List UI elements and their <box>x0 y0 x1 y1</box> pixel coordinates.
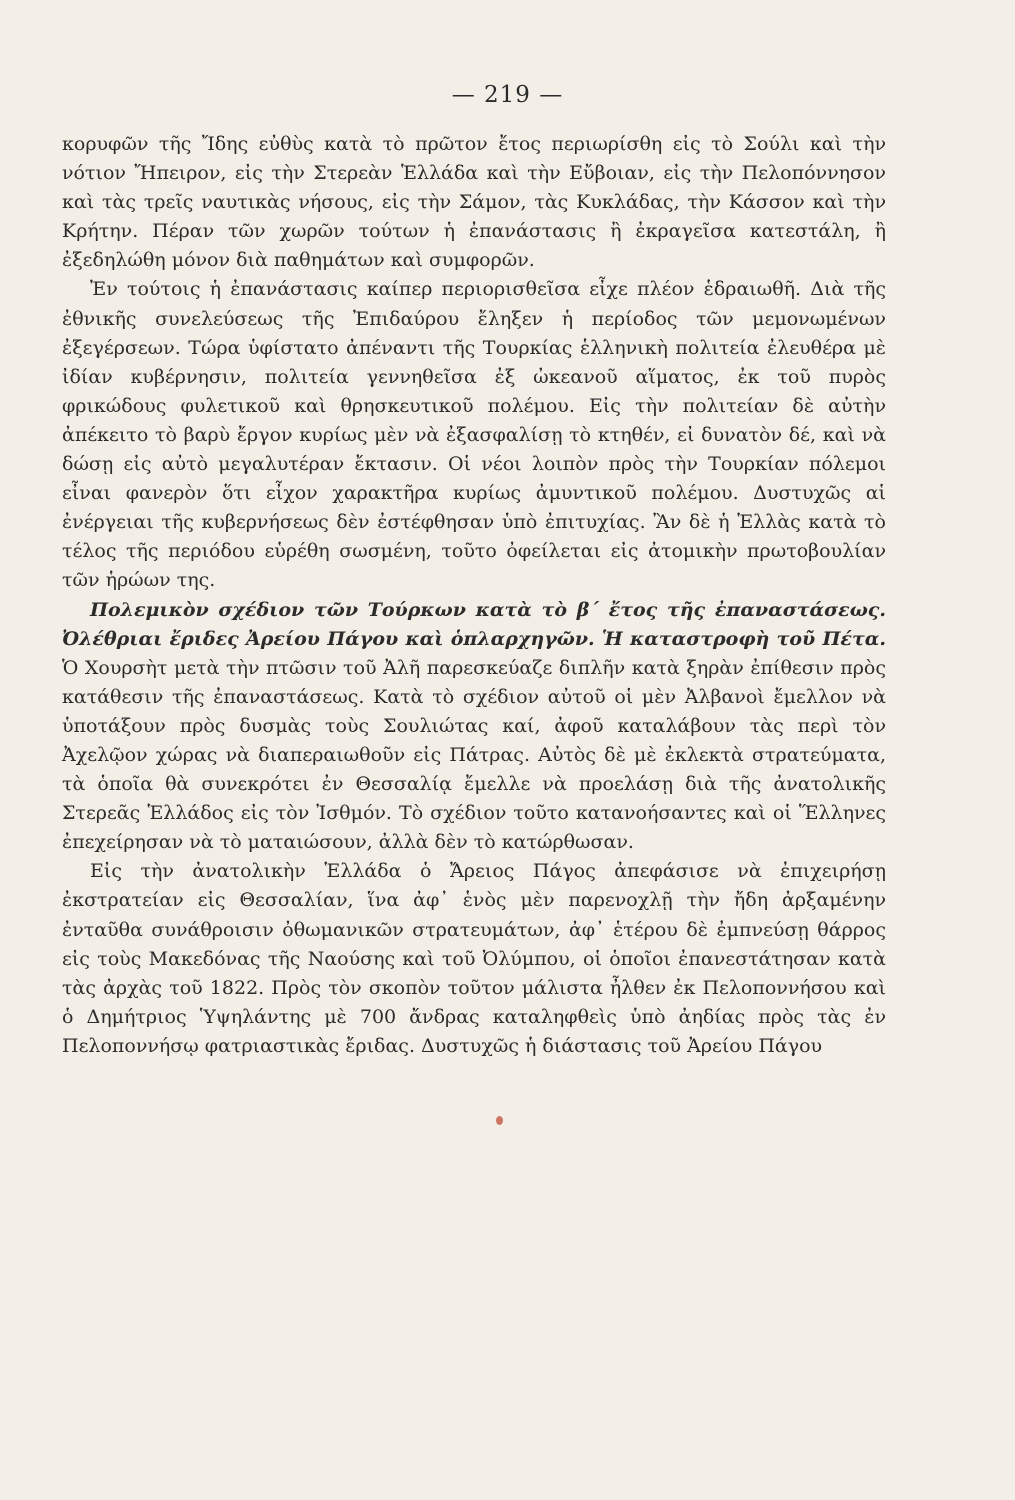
paragraph-closing: Εἰς τὴν ἀνατολικὴν Ἑλλάδα ὁ Ἄρειος Πάγος ἀπεφάσισε νὰ ἐπιχειρήσῃ ἐκστρατείαν εἰς Θεσσαλίαν, ἵνα ἀφ᾽ ἑνὸς μὲν παρενοχλῇ τὴν ἤδη ἀρξαμένην ἐνταῦθα συνάθροισιν ὀθωμανικῶν στρατευμάτων, ἀφ᾽ ἑτέρου δὲ ἐμπνεύσῃ θάρρος εἰς τοὺς Μακεδόνας τῆς Ναούσης καὶ τοῦ Ὀλύμπου, οἱ ὁποῖοι ἐπανεστάτησαν κατὰ τὰς ἀρχὰς τοῦ 1822. Πρὸς τὸν σκοπὸν τοῦτον μάλιστα ἦλθεν ἐκ Πελοποννήσου καὶ ὁ Δημήτριος Ὑψηλάντης μὲ 700 ἄνδρας καταληφθεὶς ὑπὸ ἀηδίας πρὸς τὰς ἐν Πελοποννήσῳ φατριαστικὰς ἔριδας. Δυστυχῶς ἡ διάστασις τοῦ Ἀρείου Πάγου <box>62 860 886 1057</box>
body-text <box>62 130 886 1061</box>
paragraph-2: Ἐν τούτοις ἡ ἐπανάστασις καίπερ περιορισθεῖσα εἶχε πλέον ἑδραιωθῆ. Διὰ τῆς ἐθνικῆς συνελεύσεως τῆς Ἐπιδαύρου ἔληξεν ἡ περίοδος τῶν μεμονωμένων ἐξεγέρσεων. Τώρα ὑφίστατο ἀπέναντι τῆς Τουρκίας ἑλληνικὴ πολιτεία ἐλευθέρα μὲ ἰδίαν κυβέρνησιν, πολιτεία γεννηθεῖσα ἐξ ὠκεανοῦ αἵματος, ἐκ τοῦ πυρὸς φρικώδους φυλετικοῦ καὶ θρησκευτικοῦ πολέμου. Εἰς τὴν πολιτείαν δὲ αὐτὴν ἀπέκειτο τὸ βαρὺ ἔργον κυρίως μὲν νὰ ἐξασφαλίσῃ τὸ κτηθέν, εἰ δυνατὸν δέ, καὶ νὰ δώσῃ εἰς αὐτὸ μεγαλυτέραν ἔκτασιν. Οἱ νέοι λοιπὸν πρὸς τὴν Τουρκίαν πόλεμοι εἶναι φανερὸν ὅτι εἶχον χαρακτῆρα κυρίως ἀμυντικοῦ πολέμου. Δυστυχῶς αἱ ἐνέργειαι τῆς κυβερνήσεως δὲν ἐστέφθησαν ὑπὸ ἐπιτυχίας. Ἂν δὲ ἡ Ἑλλὰς κατὰ τὸ τέλος τῆς περιόδου εὑρέθη σωσμένη, τοῦτο ὀφείλεται εἰς ἀτομικὴν πρωτοβουλίαν τῶν ἡρώων της. <box>62 278 886 592</box>
section-paragraph <box>62 596 886 858</box>
section-heading: Πολεμικὸν σχέδιον τῶν Τούρκων κατὰ τὸ β΄ ἔτος τῆς ἐπαναστάσεως. Ὀλέθριαι ἔριδες Ἀρείου Πάγου καὶ ὁπλαρχηγῶν. Ἡ καταστροφὴ τοῦ Πέτα. <box>62 598 886 650</box>
section-body: Ὁ Χουρσὴτ μετὰ τὴν πτῶσιν τοῦ Ἀλῆ παρεσκεύαζε διπλῆν κατὰ ξηρὰν ἐπίθεσιν πρὸς κατάθεσιν τῆς ἐπαναστάσεως. Κατὰ τὸ σχέδιον αὐτοῦ οἱ μὲν Ἀλβανοὶ ἔμελλον νὰ ὑποτάξουν πρὸς δυσμὰς τοὺς Σουλιώτας καί, ἀφοῦ καταλάβουν τὰς περὶ τὸν Ἀχελῷον χώρας νὰ διαπεραιωθοῦν εἰς Πάτρας. Αὐτὸς δὲ μὲ ἐκλεκτὰ στρατεύματα, τὰ ὁποῖα θὰ συνεκρότει ἐν Θεσσαλίᾳ ἔμελλε νὰ προελάσῃ διὰ τῆς ἀνατολικῆς Στερεᾶς Ἑλλάδος εἰς τὸν Ἰσθμόν. Τὸ σχέδιον τοῦτο κατανοήσαντες καὶ οἱ Ἕλληνες ἐπεχείρησαν νὰ τὸ ματαιώσουν, ἀλλὰ δὲν τὸ κατώρθωσαν. <box>62 656 886 854</box>
ink-smudge <box>496 1116 503 1125</box>
paragraph-1: κορυφῶν τῆς Ἴδης εὐθὺς κατὰ τὸ πρῶτον ἔτος περιωρίσθη εἰς τὸ Σούλι καὶ τὴν νότιον Ἤπειρον, εἰς τὴν Στερεὰν Ἑλλάδα καὶ τὴν Εὔβοιαν, εἰς τὴν Πελοπόννησον καὶ τὰς τρεῖς ναυτικὰς νήσους, εἰς τὴν Σάμον, τὰς Κυκλάδας, τὴν Κάσσον καὶ τὴν Κρήτην. Πέραν τῶν χωρῶν τούτων ἡ ἐπανάστασις ἢ ἐκραγεῖσα κατεστάλη, ἢ ἐξεδηλώθη μόνον διὰ παθημάτων καὶ συμφορῶν. <box>62 133 886 272</box>
page-number: — 219 — <box>451 82 564 108</box>
